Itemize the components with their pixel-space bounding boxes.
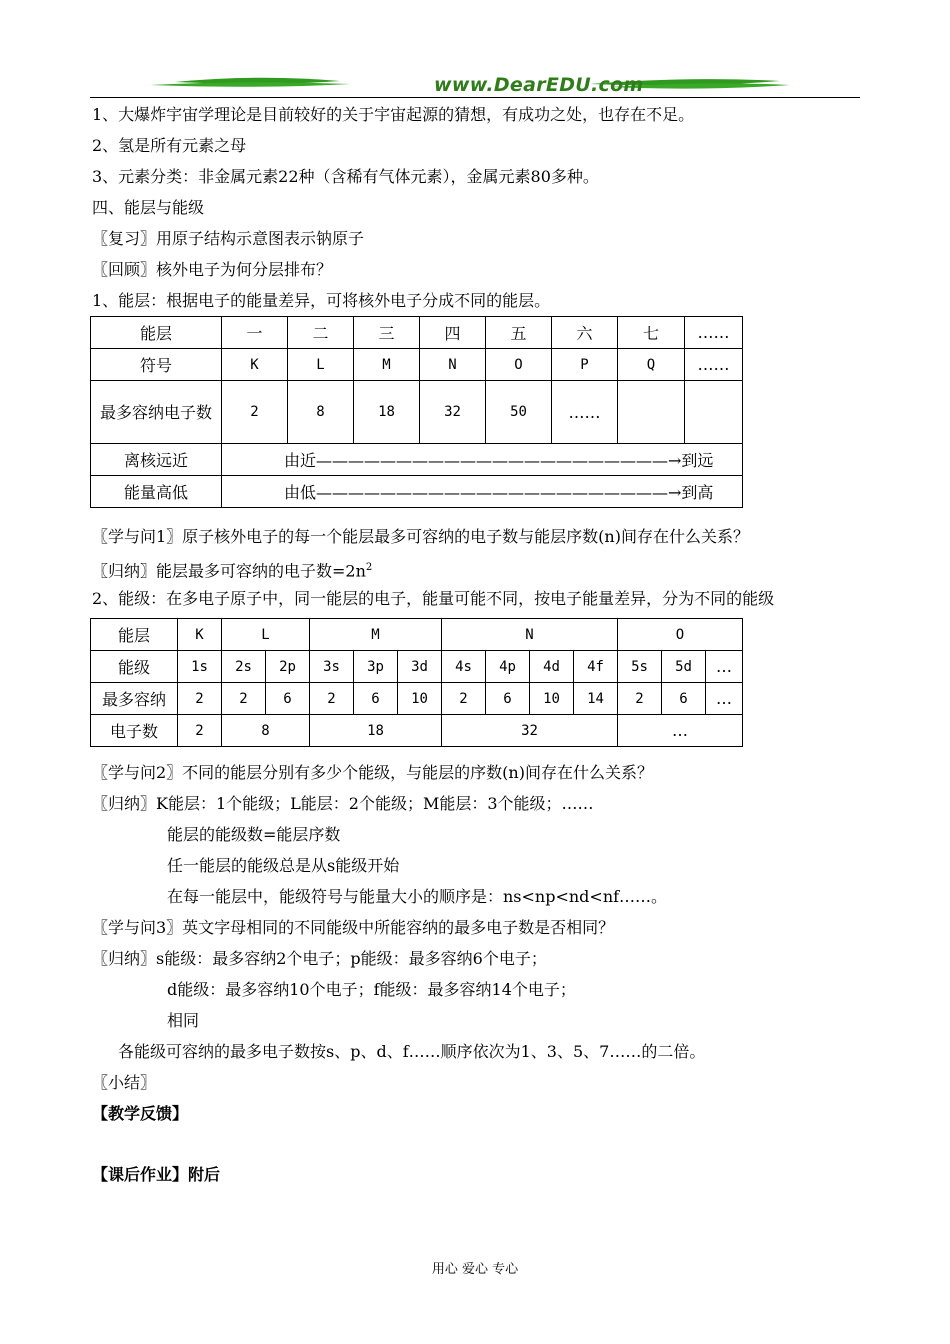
- table-cell: 2: [178, 715, 222, 747]
- table-cell: 18: [354, 381, 420, 444]
- table-cell: 50: [486, 381, 552, 444]
- table-cell: 10: [398, 683, 442, 715]
- table-cell: Q: [618, 349, 685, 381]
- table-row-label: 能层: [91, 619, 178, 651]
- table-cell: 6: [266, 683, 310, 715]
- table-cell: M: [310, 619, 442, 651]
- table-cell: 3p: [354, 651, 398, 683]
- table-cell: L: [288, 349, 354, 381]
- text-line: 各能级可容纳的最多电子数按s、p、d、f……顺序依次为1、3、5、7……的二倍。: [118, 1042, 706, 1061]
- table-cell: 4s: [442, 651, 486, 683]
- superscript-2: 2: [365, 562, 373, 573]
- table-row-label: 能量高低: [91, 476, 222, 508]
- table-cell: 6: [486, 683, 530, 715]
- table-cell: K: [178, 619, 222, 651]
- table-cell: 3s: [310, 651, 354, 683]
- text-line: 2、能级：在多电子原子中，同一能层的电子，能量可能不同，按电子能量差异，分为不同的能级: [92, 589, 775, 608]
- text-line: d能级：最多容纳10个电子；f能级：最多容纳14个电子；: [167, 980, 576, 999]
- table-cell: 2: [618, 683, 662, 715]
- table-cell: 4f: [574, 651, 618, 683]
- text-line: 〖复习〗用原子结构示意图表示钠原子: [92, 229, 365, 248]
- table-cell: 七: [618, 317, 685, 349]
- table-cell: 五: [486, 317, 552, 349]
- table-row-label: 最多容纳: [91, 683, 178, 715]
- table-cell: O: [486, 349, 552, 381]
- table-cell: 14: [574, 683, 618, 715]
- table-cell: 6: [662, 683, 706, 715]
- table-cell: [618, 381, 685, 444]
- table-cell: …: [706, 683, 743, 715]
- summary-1-text: 〖归纳〗能层最多可容纳的电子数=2n: [92, 561, 366, 581]
- text-line: 1、能层：根据电子的能量差异，可将核外电子分成不同的能层。: [92, 291, 551, 310]
- feedback-heading: 【教学反馈】: [92, 1104, 189, 1123]
- text-line: 在每一能层中，能级符号与能量大小的顺序是：ns<np<nd<nf……。: [167, 887, 668, 906]
- energy-arrow-cell: 由低——————————————————————→到高: [222, 476, 743, 508]
- table-row-label: 能级: [91, 651, 178, 683]
- site-logo-text[interactable]: www.DearEDU.com: [434, 74, 644, 96]
- table-cell: 6: [354, 683, 398, 715]
- table-cell: 2: [222, 381, 288, 444]
- question-1: 〖学与问1〗原子核外电子的每一个能层最多可容纳的电子数与能层序数(n)间存在什么关系？: [92, 527, 749, 546]
- text-line: 相同: [167, 1011, 200, 1030]
- table-cell: 4p: [486, 651, 530, 683]
- table-cell: ……: [552, 381, 618, 444]
- table-cell: 四: [420, 317, 486, 349]
- table-cell: 8: [288, 381, 354, 444]
- text-line: 任一能层的能级总是从s能级开始: [167, 856, 400, 875]
- table-row-label: 符号: [91, 349, 222, 381]
- table-cell: N: [420, 349, 486, 381]
- table-cell: 2p: [266, 651, 310, 683]
- summary-1: [92, 557, 372, 582]
- table-cell: 5d: [662, 651, 706, 683]
- homework-heading: 【课后作业】附后: [92, 1165, 221, 1184]
- text-line: 能层的能级数=能层序数: [167, 825, 341, 844]
- energy-level-table: [90, 618, 743, 747]
- table-cell: 三: [354, 317, 420, 349]
- table-cell: ……: [685, 349, 743, 381]
- text-line: 1、大爆炸宇宙学理论是目前较好的关于宇宙起源的猜想，有成功之处，也存在不足。: [92, 105, 695, 124]
- table-cell: 3d: [398, 651, 442, 683]
- table-cell: 1s: [178, 651, 222, 683]
- page-footer: 用心 爱心 专心: [431, 1262, 519, 1277]
- table-row-label: 最多容纳电子数: [91, 381, 222, 444]
- table-cell: 2: [442, 683, 486, 715]
- header-rule: [90, 97, 860, 98]
- table-cell: [685, 381, 743, 444]
- table-cell: P: [552, 349, 618, 381]
- table-cell: 2s: [222, 651, 266, 683]
- table-cell: …: [618, 715, 743, 747]
- table-cell: 2: [222, 683, 266, 715]
- table-cell: 4d: [530, 651, 574, 683]
- text-line: 3、元素分类：非金属元素22种（含稀有气体元素），金属元素80多种。: [92, 167, 599, 186]
- table-row-label: 能层: [91, 317, 222, 349]
- site-header: [90, 72, 860, 102]
- table-cell: M: [354, 349, 420, 381]
- table-cell: ……: [685, 317, 743, 349]
- table-cell: 六: [552, 317, 618, 349]
- table-cell: L: [222, 619, 310, 651]
- table-cell: K: [222, 349, 288, 381]
- summary-heading: 〖小结〗: [92, 1073, 157, 1092]
- table-cell: 一: [222, 317, 288, 349]
- table-cell: 32: [442, 715, 618, 747]
- table-row-label: 离核远近: [91, 444, 222, 476]
- section-heading: 四、能层与能级: [92, 198, 205, 217]
- table-cell: 10: [530, 683, 574, 715]
- table-cell: 32: [420, 381, 486, 444]
- table-cell: O: [618, 619, 743, 651]
- summary-2: 〖归纳〗K能层：1个能级；L能层：2个能级；M能层：3个能级；……: [92, 794, 594, 813]
- table-cell: 2: [178, 683, 222, 715]
- text-line: 〖回顾〗核外电子为何分层排布？: [92, 260, 333, 279]
- table-cell: 18: [310, 715, 442, 747]
- table-cell: N: [442, 619, 618, 651]
- summary-3: 〖归纳〗s能级：最多容纳2个电子；p能级：最多容纳6个电子；: [92, 949, 547, 968]
- table-cell: …: [706, 651, 743, 683]
- table-cell: 二: [288, 317, 354, 349]
- question-2: 〖学与问2〗不同的能层分别有多少个能级，与能层的序数(n)间存在什么关系？: [92, 763, 653, 782]
- table-cell: 2: [310, 683, 354, 715]
- table-row-label: 电子数: [91, 715, 178, 747]
- distance-arrow-cell: 由近——————————————————————→到远: [222, 444, 743, 476]
- energy-layer-table: [90, 316, 743, 508]
- text-line: 2、氢是所有元素之母: [92, 136, 247, 155]
- question-3: 〖学与问3〗英文字母相同的不同能级中所能容纳的最多电子数是否相同？: [92, 918, 615, 937]
- table-cell: 8: [222, 715, 310, 747]
- table-cell: 5s: [618, 651, 662, 683]
